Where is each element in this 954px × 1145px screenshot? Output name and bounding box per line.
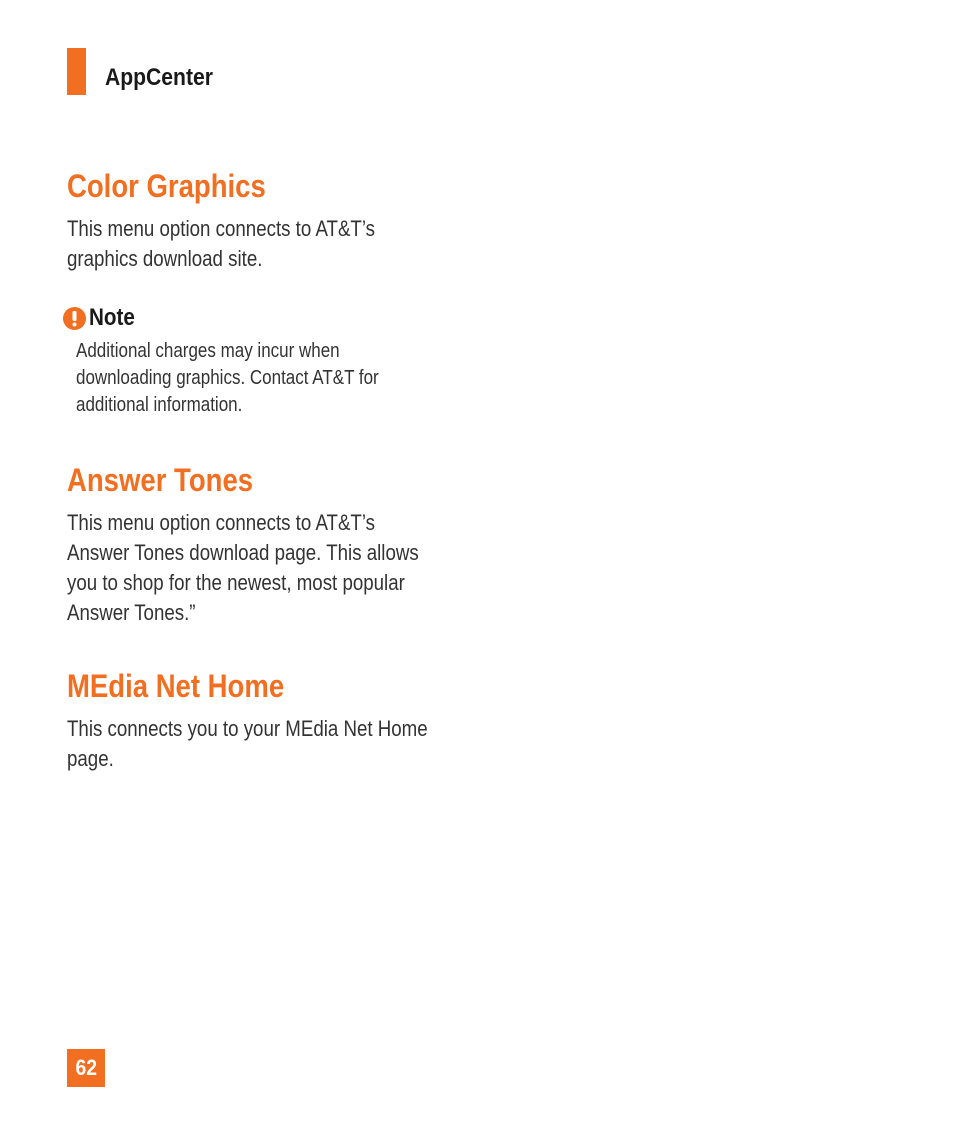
header-accent-bar	[67, 48, 86, 95]
note-text: Additional charges may incur when downloading graphics. Contact AT&T for additional information.	[76, 340, 379, 416]
page-number-badge	[67, 1049, 105, 1087]
section-body-answer-tones: This menu option connects to AT&T’s Answer Tones download page. This allows you to shop for the newest, most popular Answer Tones.”	[67, 510, 419, 625]
page-header-title: AppCenter	[105, 64, 213, 91]
section-heading-media-net-home: MEdia Net Home	[67, 668, 285, 704]
page-number: 62	[75, 1055, 97, 1080]
section-heading-answer-tones: Answer Tones	[67, 462, 254, 498]
section-heading-color-graphics: Color Graphics	[67, 168, 266, 204]
exclamation-icon	[63, 307, 86, 330]
note-label: Note	[89, 304, 135, 331]
section-body-color-graphics: This menu option connects to AT&T’s graphics download site.	[67, 216, 376, 271]
section-body-media-net-home: This connects you to your MEdia Net Home page.	[67, 716, 428, 771]
